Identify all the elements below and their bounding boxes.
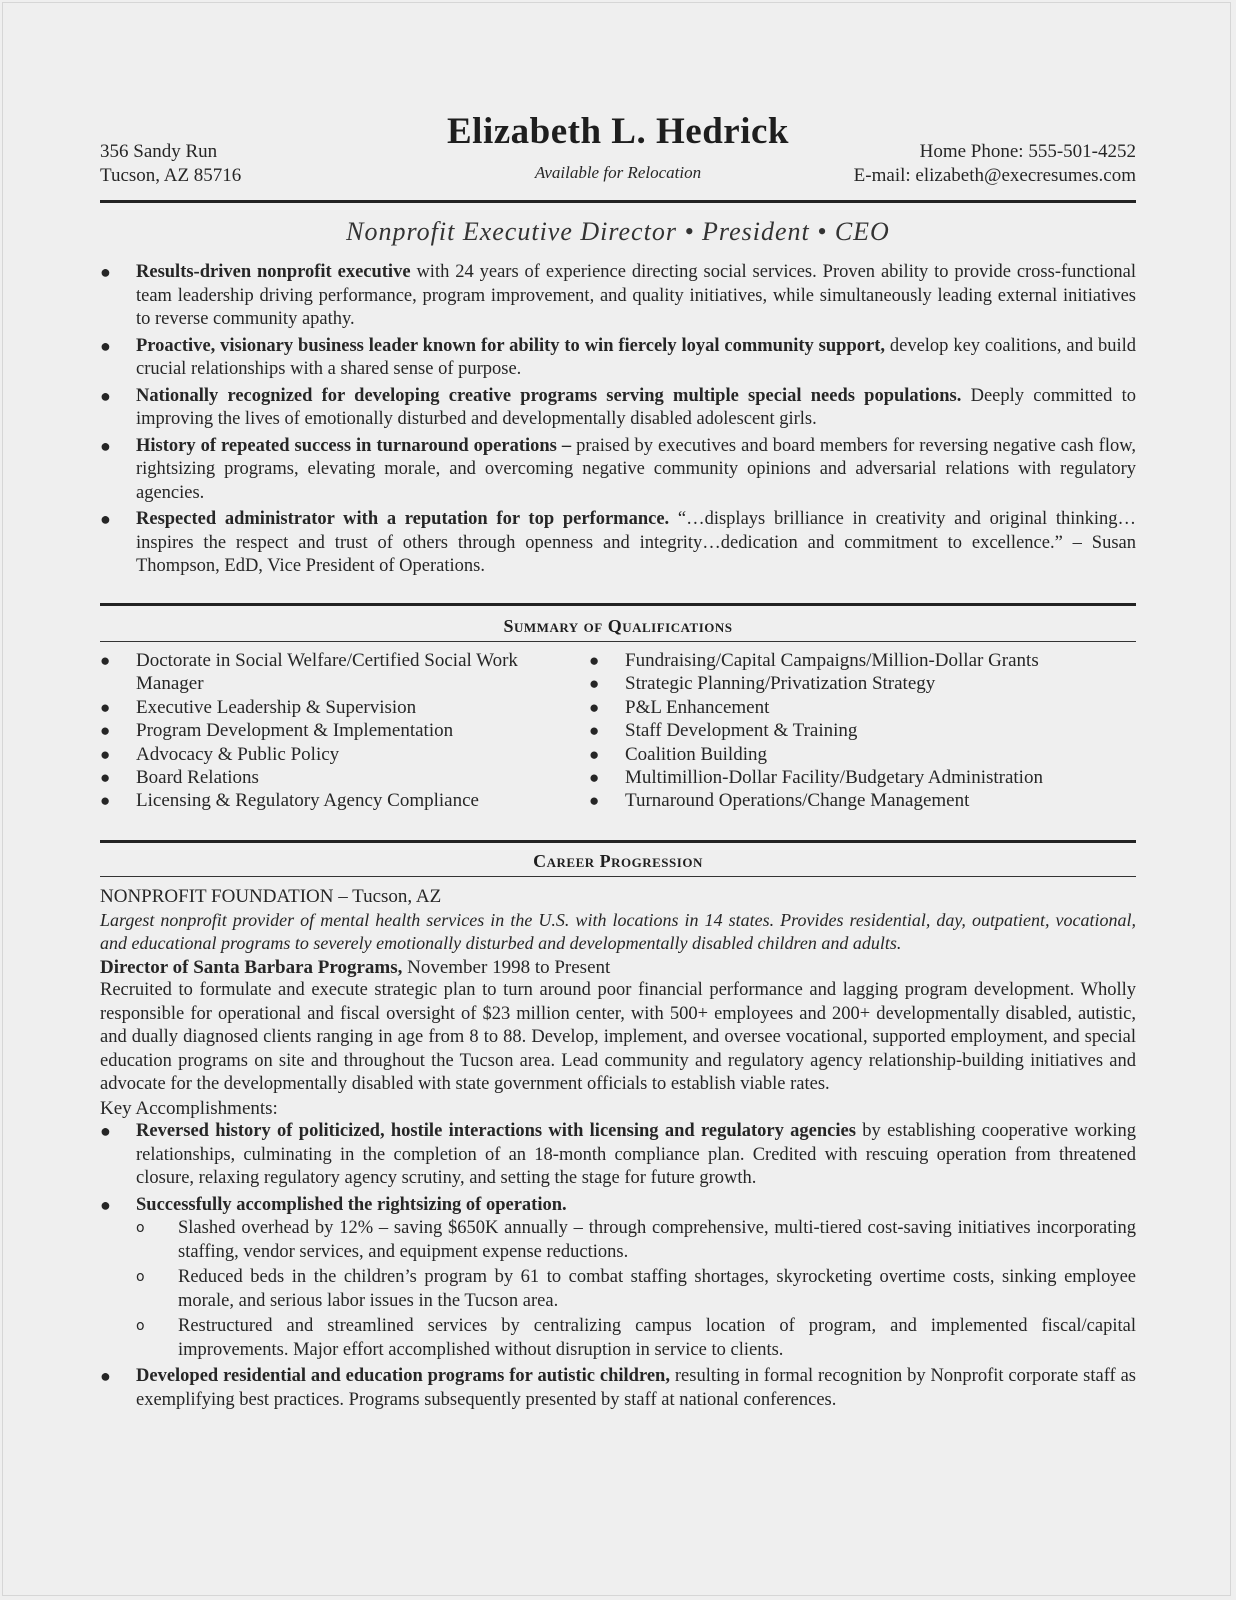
accomplishment-subitem: o Slashed overhead by 12% – saving $650K annually – through comprehensive, multi-tiered cost-saving initiatives incorporating staffing, vendor services, and equipment expense reductions. [136, 1218, 1136, 1262]
home-phone: Home Phone: 555-501-4252 [919, 141, 1136, 162]
bullet-icon: ● [100, 1194, 111, 1215]
qualification-item: ● Doctorate in Social Welfare/Certified Social Work Manager [100, 650, 518, 695]
bullet-icon: ● [589, 697, 600, 717]
qualification-item: ● Staff Development & Training [589, 720, 858, 742]
qualification-item: ● Coalition Building [589, 743, 767, 765]
qualification-item: ● Multimillion-Dollar Facility/Budgetary Administration [589, 767, 1043, 789]
bullet-icon: ● [589, 674, 600, 694]
accomplishment-item: ● Successfully accomplished the rightsizing of operation. o Slashed overhead by 12% – saving $650K annually – through comprehensive, multi-tiered cost-saving initiatives incorporating staffing, vendor services, and equipment expense reductions. o Reduced beds in the children’s program by 61 to combat staffing shortages, skyrocketing overtime costs, sinking employee morale, and serious labor issues in the Tucson area. o Restructured and streamlined services by centralizing campus location of program, and implemented fiscal/capital improvements. Major effort accomplished without disruption in service to clients. [100, 1194, 1136, 1363]
qualification-item: ● Program Development & Implementation [100, 720, 454, 742]
section-title-career: Career Progression [533, 851, 703, 871]
role-heading [100, 956, 1136, 980]
key-accomplishments-label: Key Accomplishments: [100, 1097, 278, 1119]
relocation-note: Available for Relocation [534, 163, 702, 182]
qualification-item: ● Fundraising/Capital Campaigns/Million-Dollar Grants [589, 650, 1039, 671]
section-title-qualifications: Summary of Qualifications [503, 616, 733, 636]
bullet-icon: ● [100, 509, 111, 529]
bullet-icon: ● [100, 721, 111, 741]
qualification-item: ● Advocacy & Public Policy [100, 743, 340, 765]
bullet-icon: ● [589, 791, 600, 811]
headline: Nonprofit Executive Director • President • CEO [346, 217, 890, 246]
bullet-icon: ● [100, 791, 111, 811]
profile-item: ● Proactive, visionary business leader known for ability to win fiercely loyal community support, develop key coalitions, and build crucial relationships with a shared sense of purpose. [100, 335, 1136, 379]
bullet-icon: ● [589, 721, 600, 741]
profile-list [100, 261, 1136, 582]
section-underline [100, 876, 1136, 877]
bullet-icon: ● [100, 651, 111, 670]
employer-description: Largest nonprofit provider of mental health services in the U.S. with locations in 14 states. Provides residential, day, outpatient, vocational, and educational programs to severely emotionally disturbed and developmentally disabled children and adults. [100, 909, 1136, 953]
address-line-1: 356 Sandy Run [100, 141, 218, 162]
sub-bullet-icon: o [136, 1318, 145, 1334]
profile-item: ● History of repeated success in turnaround operations – praised by executives and board members for reversing negative cash flow, rightsizing programs, elevating morale, and overcoming negative community opinions and adversarial relations with regulatory agencies. [100, 435, 1136, 503]
bullet-icon: ● [589, 651, 600, 670]
profile-item: ● Respected administrator with a reputation for top performance. “…displays brilliance in creativity and original thinking…inspires the respect and trust of others through openness and integrity…dedication and commitment to excellence.” – Susan Thompson, EdD, Vice President of Operations. [100, 509, 1137, 576]
bullet-icon: ● [100, 768, 111, 788]
qualifications-left-column [100, 649, 560, 813]
section-underline [100, 641, 1136, 642]
bullet-icon: ● [100, 335, 111, 356]
bullet-icon: ● [100, 435, 111, 456]
candidate-name: Elizabeth L. Hedrick [447, 111, 789, 152]
bullet-icon: ● [100, 385, 111, 406]
qualification-item: ● Turnaround Operations/Change Management [589, 790, 970, 812]
career-body [100, 885, 1136, 1415]
bullet-icon: ● [589, 744, 600, 764]
bullet-icon: ● [100, 744, 111, 764]
bullet-icon: ● [100, 697, 111, 717]
bullet-icon: ● [100, 1121, 111, 1141]
role-dates: November 1998 to Present [402, 956, 611, 978]
qualification-item: ● Licensing & Regulatory Agency Compliance [100, 790, 479, 812]
accomplishment-sublist [136, 1217, 1136, 1362]
qualification-item: ● Executive Leadership & Supervision [100, 696, 417, 718]
section-divider [100, 603, 1136, 606]
qualifications-right-column [589, 649, 1136, 813]
sub-bullet-icon: o [136, 1220, 145, 1236]
employer-name: NONPROFIT FOUNDATION – Tucson, AZ [100, 886, 442, 907]
accomplishment-item: ● Developed residential and education programs for autistic children, resulting in formal recognition by Nonprofit corporate staff as exemplifying best practices. Programs subsequently presented by staff at national conferences. [100, 1366, 1136, 1410]
email: E-mail: elizabeth@execresumes.com [853, 165, 1136, 186]
accomplishment-item: ● Reversed history of politicized, hostile interactions with licensing and regulatory agencies by establishing cooperative working relationships, culminating in the completion of an 18-month compliance plan. Credited with rescuing operation from threatened closure, relaxing regulatory agency scrutiny, and setting the stage for future growth. [100, 1121, 1137, 1188]
bullet-icon: ● [100, 262, 111, 282]
qualification-item: ● P&L Enhancement [589, 696, 770, 718]
address-line-2: Tucson, AZ 85716 [100, 165, 242, 186]
role-title: Director of Santa Barbara Programs, [100, 956, 403, 978]
profile-item: ● Nationally recognized for developing creative programs serving multiple special needs populations. Deeply committed to improving the lives of emotionally disturbed and developmentally disabled adolescent girls. [100, 385, 1136, 429]
profile-item: ● Results-driven nonprofit executive with 24 years of experience directing social services. Proven ability to provide cross-functional team leadership driving performance, program improvement, and quality initiatives, while simultaneously leading external initiatives to reverse community apathy. [100, 262, 1136, 329]
bullet-icon: ● [589, 768, 600, 788]
bullet-icon: ● [100, 1366, 111, 1386]
qualification-item: ● Strategic Planning/Privatization Strategy [589, 673, 936, 695]
accomplishment-subitem: o Restructured and streamlined services by centralizing campus location of program, and implemented fiscal/capital improvements. Major effort accomplished without disruption in service to clients. [136, 1316, 1136, 1360]
contact-info [854, 140, 1136, 188]
section-divider [100, 840, 1136, 843]
qualification-item: ● Board Relations [100, 767, 259, 789]
accomplishments-list [100, 1120, 1136, 1412]
sub-bullet-icon: o [136, 1269, 145, 1285]
header-divider [100, 200, 1136, 203]
role-description: Recruited to formulate and execute strategic plan to turn around poor financial performance and lagging program development. Wholly responsible for operational and fiscal oversight of $23 million center, with 500+ employees and 200+ developmentally disabled, autistic, and dually diagnosed clients ranging in age from 8 to 88. Develop, implement, and oversee vocational, supported employment, and special education programs on site and throughout the Tucson area. Lead community and regulatory agency relationship-building initiatives and advocate for the developmentally disabled with state government officials to establish viable rates. [100, 980, 1136, 1094]
accomplishment-subitem: o Reduced beds in the children’s program by 61 to combat staffing shortages, skyrocketing overtime costs, sinking employee morale, and serious labor issues in the Tucson area. [136, 1267, 1136, 1311]
